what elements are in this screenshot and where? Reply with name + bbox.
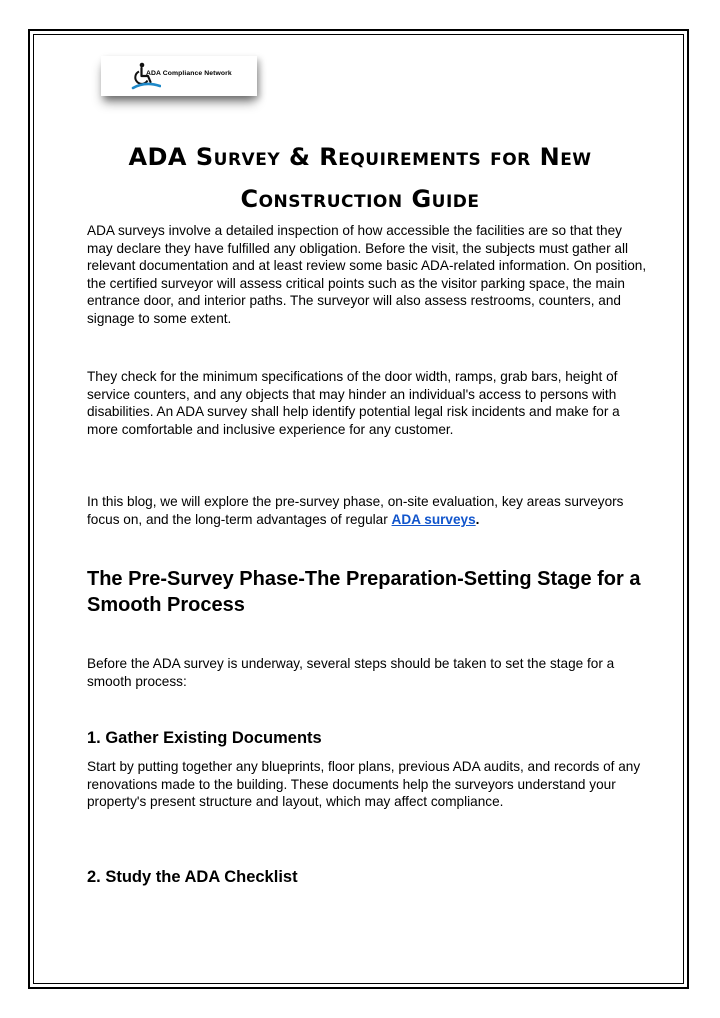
page-title: ADA Survey & Requirements for New Construction Guide: [128, 143, 592, 213]
step-body-1: Start by putting together any blueprints, floor plans, previous ADA audits, and records of any renovations made to the building. These documents help the surveyors understand your property's present structure and layout, which may affect compliance.: [87, 759, 641, 810]
ada-surveys-link[interactable]: ADA surveys: [391, 511, 476, 527]
step-heading-1: 1. Gather Existing Documents: [87, 729, 322, 747]
section-heading: The Pre-Survey Phase-The Preparation-Setting Stage for a Smooth Process: [87, 568, 641, 616]
step-heading-2: 2. Study the ADA Checklist: [87, 868, 298, 886]
blog-paragraph: [87, 493, 647, 528]
logo: [101, 56, 257, 96]
blog-paragraph-text: In this blog, we will explore the pre-survey phase, on-site evaluation, key areas surveyors focus on, and the long-term advantages of regular: [87, 494, 624, 527]
section-intro: Before the ADA survey is underway, several steps should be taken to set the stage for a smooth process:: [87, 656, 615, 689]
logo-text: ADA Compliance Network: [146, 70, 232, 77]
blog-paragraph-period: .: [475, 511, 480, 527]
intro-paragraph-1: ADA surveys involve a detailed inspection of how accessible the facilities are so that they may declare they have fulfilled any obligation. Before the visit, the subjects must gather all relevant documentation and at least review some basic ADA-related information. On position, the certified surveyor will assess critical points such as the visitor parking space, the main entrance door, and interior paths. The surveyor will also assess restrooms, counters, and signage to some extent.: [87, 223, 647, 326]
intro-paragraph-2: They check for the minimum specifications of the door width, ramps, grab bars, height of service counters, and any objects that may hinder an individual's access to persons with disabilities. An ADA survey shall help identify potential legal risk incidents and make for a more comfortable and inclusive experience for any customer.: [87, 369, 620, 437]
